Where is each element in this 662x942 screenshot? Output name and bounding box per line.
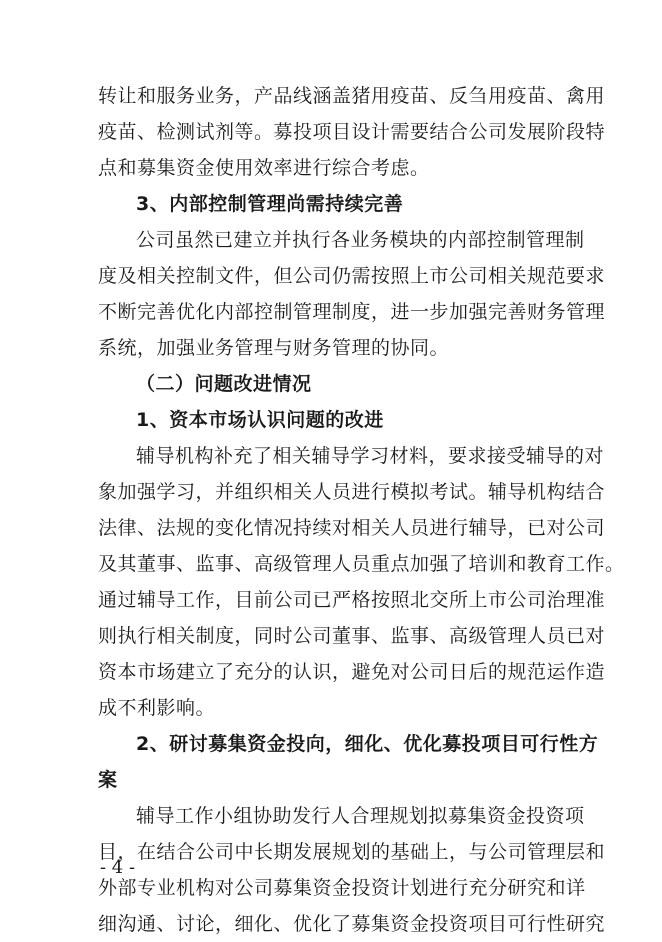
body-line-5: 公司虽然已建立并执行各业务模块的内部控制管理制 bbox=[136, 229, 585, 251]
body-line-11: 辅导机构补充了相关辅导学习材料，要求接受辅导的对 bbox=[136, 445, 605, 467]
body-line-13: 法律、法规的变化情况持续对相关人员进行辅导，已对公司 bbox=[98, 517, 606, 539]
body-line-15: 通过辅导工作，目前公司已严格按照北交所上市公司治理准 bbox=[98, 589, 606, 611]
body-line-21: 辅导工作小组协助发行人合理规划拟募集资金投资项 bbox=[136, 805, 585, 827]
body-line-14: 及其董事、监事、高级管理人员重点加强了培训和教育工作。 bbox=[98, 553, 625, 575]
body-line-8: 系统，加强业务管理与财务管理的协同。 bbox=[98, 337, 450, 359]
body-line-16: 则执行相关制度，同时公司董事、监事、高级管理人员已对 bbox=[98, 625, 606, 647]
section-heading-fund-investment-cont: 案 bbox=[98, 769, 118, 791]
body-line-2: 疫苗、检测试剂等。募投项目设计需要结合公司发展阶段特 bbox=[98, 121, 606, 143]
section-heading-fund-investment: 2、研讨募集资金投向，细化、优化募投项目可行性方 bbox=[136, 733, 599, 755]
body-line-22: 目，在结合公司中长期发展规划的基础上，与公司管理层和 bbox=[98, 841, 606, 863]
body-line-12: 象加强学习，并组织相关人员进行模拟考试。辅导机构结合 bbox=[98, 481, 606, 503]
section-heading-capital-market: 1、资本市场认识问题的改进 bbox=[136, 409, 384, 431]
body-line-6: 度及相关控制文件，但公司仍需按照上市公司相关规范要求 bbox=[98, 265, 606, 287]
body-line-3: 点和募集资金使用效率进行综合考虑。 bbox=[98, 157, 430, 179]
body-line-18: 成不利影响。 bbox=[98, 697, 216, 719]
body-line-1: 转让和服务业务，产品线涵盖猪用疫苗、反刍用疫苗、禽用 bbox=[98, 85, 606, 107]
body-line-7: 不断完善优化内部控制管理制度，进一步加强完善财务管理 bbox=[98, 301, 606, 323]
body-line-23: 外部专业机构对公司募集资金投资计划进行充分研究和详 bbox=[98, 877, 586, 899]
body-line-24: 细沟通、讨论，细化、优化了募集资金投资项目可行性研究 bbox=[98, 913, 606, 935]
body-line-17: 资本市场建立了充分的认识，避免对公司日后的规范运作造 bbox=[98, 661, 606, 683]
page-number: - 4 - bbox=[100, 857, 136, 878]
document-body bbox=[98, 78, 625, 942]
section-heading-improvement: （二）问题改进情况 bbox=[136, 373, 312, 395]
section-heading-internal-control: 3、内部控制管理尚需持续完善 bbox=[136, 193, 404, 215]
